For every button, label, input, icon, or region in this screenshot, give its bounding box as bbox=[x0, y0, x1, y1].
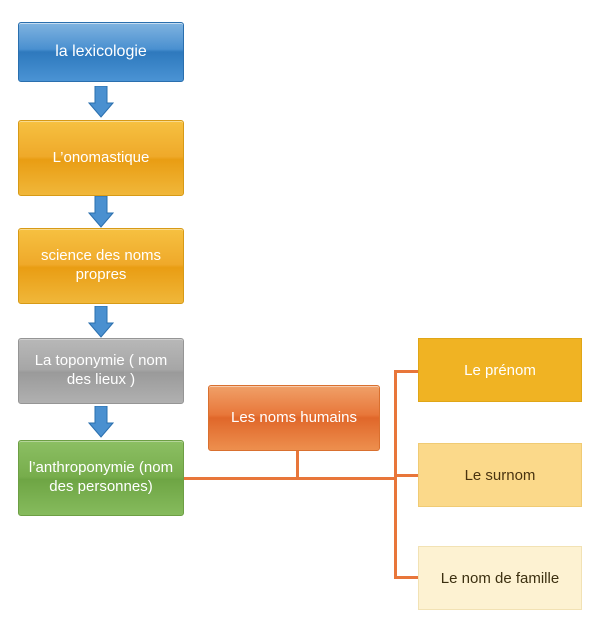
node-label: la lexicologie bbox=[55, 43, 147, 60]
connector-noms-humains-stem bbox=[296, 450, 299, 480]
down-arrow-icon bbox=[88, 196, 114, 228]
node-lexicologie[interactable] bbox=[18, 22, 184, 82]
node-label: L’onomastique bbox=[52, 148, 150, 166]
card-label: Le surnom bbox=[464, 466, 536, 484]
connector-trunk bbox=[296, 477, 396, 480]
node-label: Les noms humains bbox=[231, 408, 357, 426]
node-toponymie[interactable] bbox=[18, 338, 184, 404]
card-label: Le nom de famille bbox=[440, 569, 560, 587]
down-arrow-icon bbox=[88, 306, 114, 338]
node-label: science des noms propres bbox=[40, 247, 162, 283]
card-label: Le prénom bbox=[464, 361, 536, 379]
node-les-noms-humains[interactable] bbox=[208, 385, 380, 451]
node-onomastique[interactable] bbox=[18, 120, 184, 196]
down-arrow-icon bbox=[88, 406, 114, 438]
card-le-nom-de-famille[interactable] bbox=[418, 546, 582, 610]
card-le-prenom[interactable] bbox=[418, 338, 582, 402]
connector-branch-prenom bbox=[394, 370, 420, 373]
node-label: La toponymie ( nom des lieux ) bbox=[34, 352, 168, 388]
node-science-des-noms-propres[interactable] bbox=[18, 228, 184, 304]
connector-anthroponymie-to-trunk bbox=[184, 477, 298, 480]
node-label: l’anthroponymie (nom des personnes) bbox=[28, 459, 174, 495]
down-arrow-icon bbox=[88, 86, 114, 118]
node-anthroponymie[interactable] bbox=[18, 440, 184, 516]
card-le-surnom[interactable] bbox=[418, 443, 582, 507]
connector-branch-nom-de-famille bbox=[394, 576, 420, 579]
connector-branch-surnom bbox=[394, 474, 420, 477]
